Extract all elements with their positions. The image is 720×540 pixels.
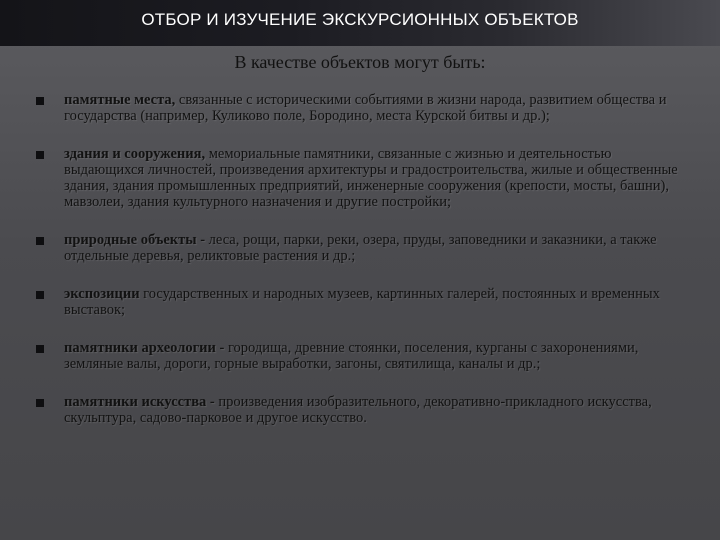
bullet-list [36, 92, 686, 426]
item-term: памятники искусства - [64, 394, 215, 410]
square-bullet-icon [36, 237, 44, 245]
slide-title: ОТБОР И ИЗУЧЕНИЕ ЭКСКУРСИОННЫХ ОБЪЕКТОВ [141, 10, 579, 29]
list-item [36, 232, 686, 264]
list-item [36, 146, 686, 210]
square-bullet-icon [36, 399, 44, 407]
item-text: городища, древние стоянки, поселения, курганы с захоронениями, земляные валы, дороги, горные выработки, загоны, святилища, каналы и др.; [64, 340, 639, 372]
item-text: произведения изобразительного, декоративно-прикладного искусства, скульптура, садово-парковое и другое искусство. [64, 394, 652, 426]
item-term: здания и сооружения, [64, 146, 206, 162]
list-item [36, 92, 686, 124]
list-item [36, 394, 686, 426]
square-bullet-icon [36, 345, 44, 353]
item-text: леса, рощи, парки, реки, озера, пруды, заповедники и заказники, а также отдельные деревья, реликтовые растения и др.; [64, 232, 657, 264]
list-item [36, 286, 686, 318]
item-term: памятники археологии - [64, 340, 225, 356]
square-bullet-icon [36, 151, 44, 159]
square-bullet-icon [36, 97, 44, 105]
item-term: природные объекты - [64, 232, 206, 248]
item-text: связанные с историческими событиями в жизни народа, развитием общества и государства (например, Куликово поле, Бородино, места Курской битвы и др.); [64, 92, 667, 124]
item-term: памятные места, [64, 92, 176, 108]
slide-subtitle: В качестве объектов могут быть: [234, 52, 486, 72]
list-item [36, 340, 686, 372]
item-text: мемориальные памятники, связанные с жизнью и деятельностью выдающихся личностей, произведения архитектуры и градостроительства, жилые и общественные здания, здания промышленных предприятий, инженерные сооружения (крепости, мосты, башни), мавзолеи, здания культурного назначения и другие постройки; [64, 146, 678, 210]
item-term: экспозиции [64, 286, 140, 302]
square-bullet-icon [36, 291, 44, 299]
item-text: государственных и народных музеев, картинных галерей, постоянных и временных выставок; [64, 286, 660, 318]
